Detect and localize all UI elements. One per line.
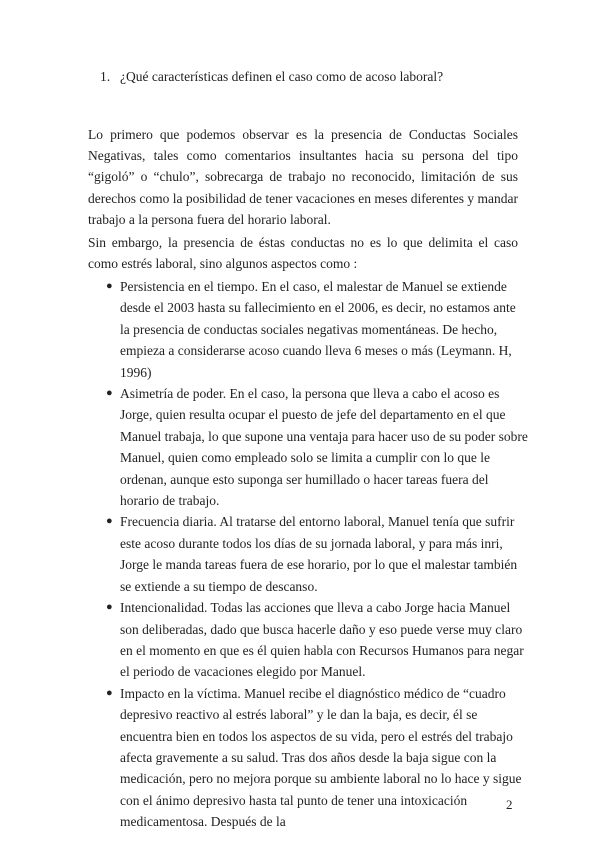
bullet-icon: ● xyxy=(106,686,113,699)
paragraph-aspects: Sin embargo, la presencia de éstas conductas no es lo que delimita el caso como estrés laboral, sino algunos aspectos como : xyxy=(88,234,518,271)
bullet-icon: ● xyxy=(106,601,113,614)
list-item-text: Persistencia en el tiempo. En el caso, el malestar de Manuel se extiende desde el 2003 hasta su fallecimiento en el 2006, es decir, no estamos ante la presencia de conductas sociales negativas momentáneas. De hecho, empieza a considerarse acoso cuando lleva 6 meses o más (Leymann. H, 1996) xyxy=(120,279,516,380)
page-number: 2 xyxy=(506,797,513,812)
list-item xyxy=(88,511,528,597)
bullet-icon: ● xyxy=(106,387,113,400)
question-text: ¿Qué características definen el caso como de acoso laboral? xyxy=(120,69,444,84)
list-item xyxy=(88,683,528,833)
paragraph-intro: Lo primero que podemos observar es la presencia de Conductas Sociales Negativas, tales como comentarios insultantes hacia su persona del tipo “gigoló” o “chulo”, sobrecarga de trabajo no reconocido, limitación de sus derechos como la posibilidad de tener vacaciones en meses diferentes y mandar trabajo a la persona fuera del horario laboral. xyxy=(88,126,518,228)
bullet-icon: ● xyxy=(106,280,113,292)
list-item-text: Frecuencia diaria. Al tratarse del entorno laboral, Manuel tenía que sufrir este acoso durante todos los días de su jornada laboral, y para más inri, Jorge le manda tareas fuera de ese horario, por lo que el malestar también se extiende a su tiempo de descanso. xyxy=(120,514,518,594)
list-item xyxy=(88,383,528,511)
list-item-text: Impacto en la víctima. Manuel recibe el diagnóstico médico de “cuadro depresivo reactivo al estrés laboral” y le dan la baja, es decir, él se encuentra bien en todos los aspectos de su vida, pero el estrés del trabajo afecta gravemente a su salud. Tras dos años desde la baja sigue con la medicación, pero no mejora porque su ambiente laboral no lo hace y sigue con el ánimo depresivo hasta tal punto de tener una intoxicación medicamentosa. Después de la xyxy=(120,685,522,830)
list-item-text: Intencionalidad. Todas las acciones que lleva a cabo Jorge hacia Manuel son deliberadas, dado que busca hacerle daño y eso puede verse muy claro en el momento en que es él quien habla con Recursos Humanos para negar el periodo de vacaciones elegido por Manuel. xyxy=(120,600,524,680)
bullet-icon: ● xyxy=(106,515,113,528)
list-item xyxy=(88,597,528,683)
question-number: 1. xyxy=(100,69,111,84)
aspects-list xyxy=(88,276,528,833)
list-item-text: Asimetría de poder. En el caso, la persona que lleva a cabo el acoso es Jorge, quien resulta ocupar el puesto de jefe del departamento en el que Manuel trabaja, lo que supone una ventaja para hacer uso de su poder sobre Manuel, quien como empleado solo se limita a cumplir con lo que le ordenan, aunque esto suponga ser humillado o hacer tareas fuera del horario de trabajo. xyxy=(120,386,528,509)
list-item xyxy=(88,276,528,383)
